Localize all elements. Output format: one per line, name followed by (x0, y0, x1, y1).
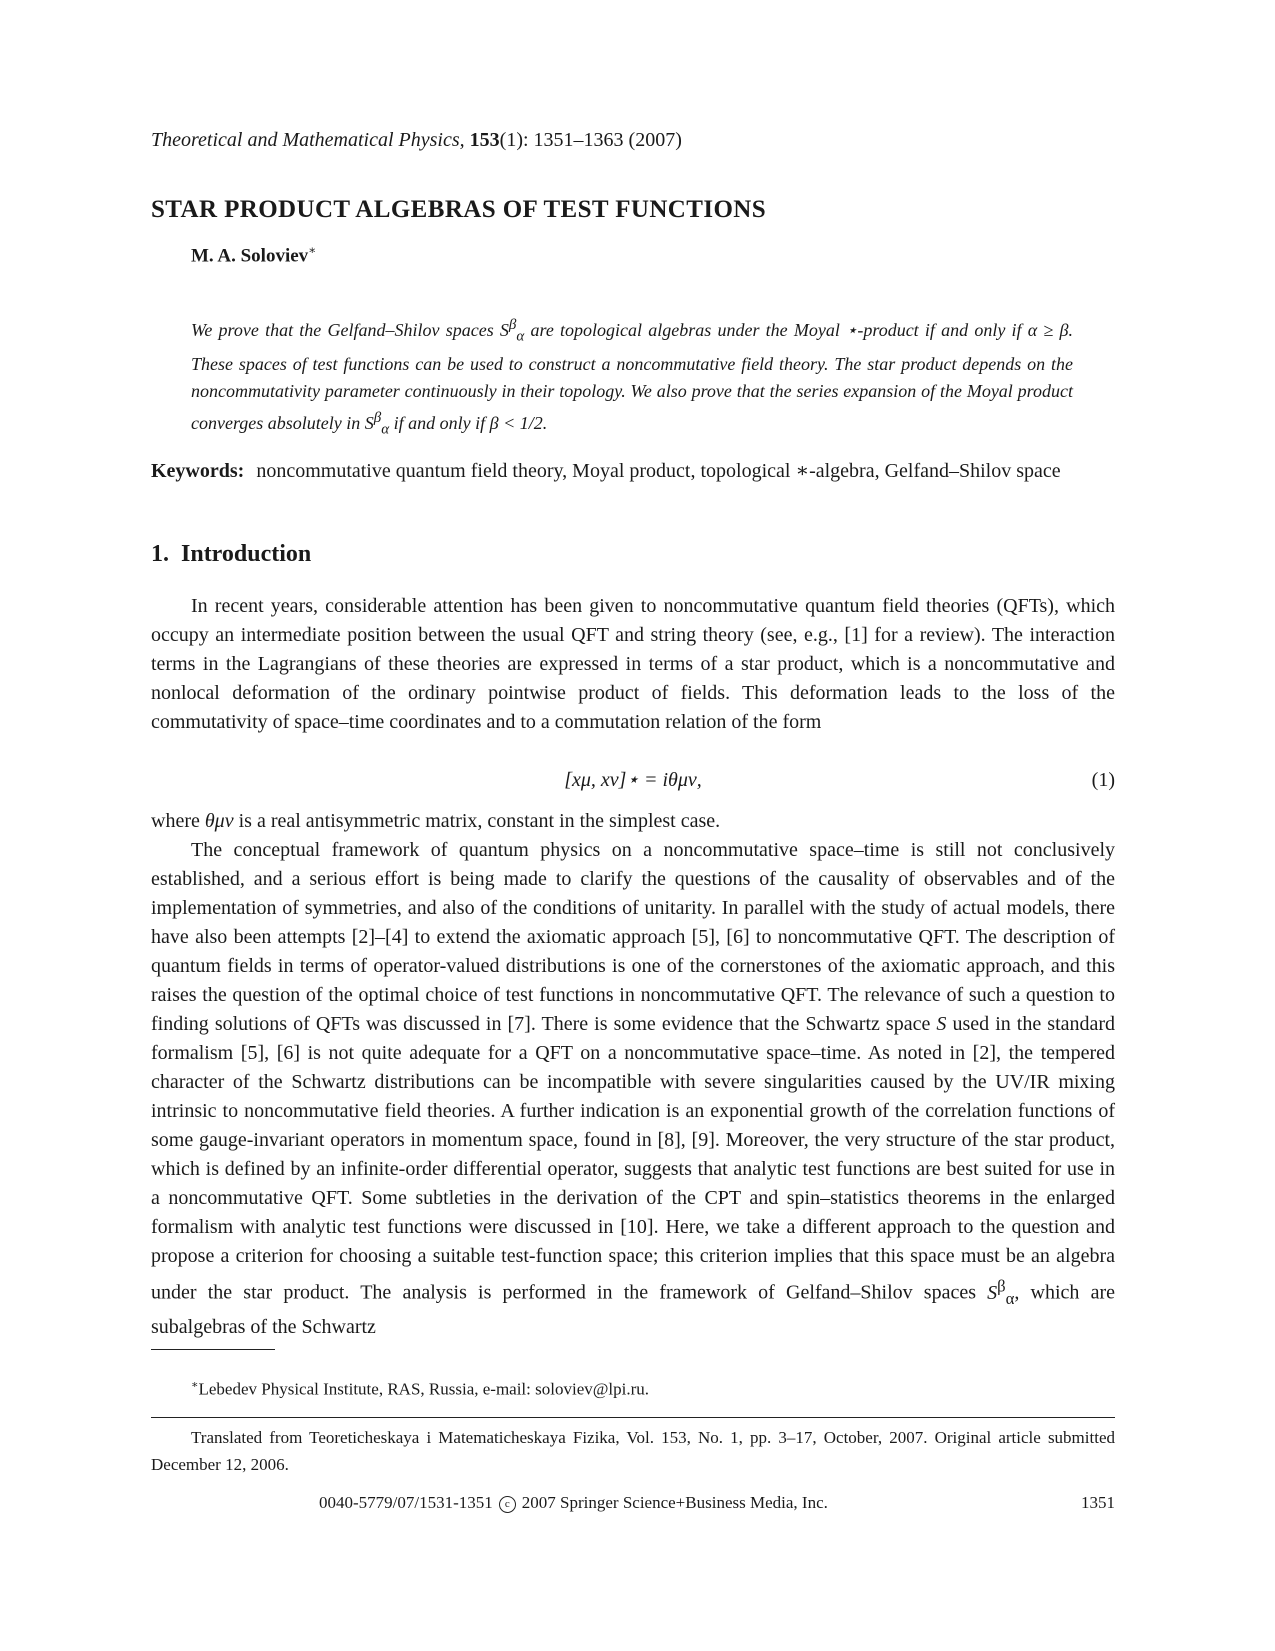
page-number: 1351 (1081, 1493, 1115, 1512)
section-title: Introduction (181, 541, 312, 567)
space-sub: α (1005, 1288, 1015, 1308)
equation-expression: [xμ, xν]⋆ = iθμν, (564, 769, 702, 791)
space-sup: β (508, 317, 517, 333)
copyright-icon: c (499, 1496, 516, 1513)
intro-paragraph-1: In recent years, considerable attention has been given to noncommutative quantum field theories (QFTs), which occupy an intermediate position between the usual QFT and string theory (see, e.g., [1] for a review). The interaction terms in the Lagrangians of these theories are expressed in terms of a star product, which is a noncommutative and nonlocal deformation of the ordinary pointwise product of fields. This deformation leads to the loss of the commutativity of space–time coordinates and to a commutation relation of the form (151, 595, 1115, 733)
journal-name: Theoretical and Mathematical Physics, (151, 129, 465, 151)
space-sup: β (373, 409, 382, 426)
equation-number: (1) (1091, 769, 1115, 791)
p2-text-b: is a real antisymmetric matrix, constant in the simplest case. (238, 810, 721, 832)
footnote (191, 1378, 649, 1400)
space-letter: S (364, 412, 374, 433)
p3-text-c: , which are subalgebras of the Schwartz (151, 1281, 1115, 1338)
footnote-mark: ∗ (191, 1379, 199, 1391)
keywords-text: noncommutative quantum field theory, Moyal product, topological ∗-algebra, Gelfand–Shilov space (256, 460, 1061, 482)
space-letter: S (987, 1281, 998, 1304)
issn: 0040-5779/07/1531-1351 (319, 1493, 493, 1512)
space-letter: S (499, 320, 509, 340)
space-sub: α (381, 421, 390, 438)
journal-volume: 153 (469, 129, 500, 151)
journal-header (151, 129, 682, 152)
author (191, 243, 316, 267)
abstract-text-2: are topological algebras under the Moyal ⋆-product if and only if α ≥ β. These spaces of test functions can be used to construct a noncommutative field theory. The star product depends on the noncommutativity parameter continuously in their topology. We also prove that the series expansion of the Moyal product converges absolutely in (191, 320, 1073, 433)
intro-paragraph-2 (151, 807, 1115, 836)
author-footnote-mark: ∗ (308, 243, 317, 257)
translation-divider (151, 1417, 1115, 1418)
abstract-text-3: if and only if β < 1/2. (393, 412, 548, 433)
journal-issue: (1): 1351–1363 (2007) (499, 129, 682, 151)
theta-symbol: θμν (204, 810, 234, 832)
issn-copyright (319, 1493, 828, 1513)
publisher: 2007 Springer Science+Business Media, Inc. (521, 1493, 828, 1512)
space-sub: α (516, 328, 525, 345)
p3-text-a: The conceptual framework of quantum physics on a noncommutative space–time is still not conclusively established, and a serious effort is being made to clarify the questions of the causality of observables and of the implementation of symmetries, and also of the conditions of unitarity. In parallel with the study of actual models, there have also been attempts [2]–[4] to extend the axiomatic approach [5], [6] to noncommutative QFT. The description of quantum fields in terms of operator-valued distributions is one of the cornerstones of the axiomatic approach, and this raises the question of the optimal choice of test functions in noncommutative QFT. The relevance of such a question to finding solutions of QFTs was discussed in [7]. There is some evidence that the Schwartz space (151, 839, 1115, 1035)
section-number: 1. (151, 541, 169, 567)
section-heading (151, 541, 311, 568)
keywords-label: Keywords: (151, 460, 245, 482)
author-name: M. A. Soloviev (191, 245, 309, 267)
p3-text-b: used in the standard formalism [5], [6] is not quite adequate for a QFT on a noncommutative space–time. As noted in [2], the tempered character of the Schwartz distributions can be incompatible with severe singularities caused by the UV/IR mixing intrinsic to noncommutative field theories. A further indication is an exponential growth of the correlation functions of some gauge-invariant operators in momentum space, found in [8], [9]. Moreover, the very structure of the star product, which is defined by an infinite-order differential operator, suggests that analytic test functions are best suited for use in a noncommutative QFT. Some subtleties in the derivation of the CPT and spin–statistics theorems in the enlarged formalism with analytic test functions were discussed in [10]. Here, we take a different approach to the question and propose a criterion for choosing a suitable test-function space; this criterion implies that this space must be an algebra under the star product. The analysis is performed in the framework of Gelfand–Shilov spaces (151, 1013, 1116, 1304)
abstract (191, 312, 1073, 443)
footnote-divider (151, 1349, 275, 1350)
gelfand-shilov-symbol-2 (364, 409, 390, 438)
intro-paragraph-3 (151, 836, 1115, 1342)
footnote-text: Lebedev Physical Institute, RAS, Russia, e-mail: soloviev@lpi.ru. (198, 1379, 650, 1399)
keywords (151, 457, 1115, 486)
gelfand-shilov-symbol (499, 317, 525, 345)
p2-text-a: where (151, 810, 200, 832)
paper-title: STAR PRODUCT ALGEBRAS OF TEST FUNCTIONS (151, 196, 767, 223)
space-sup: β (997, 1276, 1006, 1295)
translation-note: Translated from Teoreticheskaya i Matematicheskaya Fizika, Vol. 153, No. 1, pp. 3–17, October, 2007. Original article submitted December 12, 2006. (151, 1428, 1115, 1474)
gelfand-shilov-symbol-3 (987, 1276, 1015, 1308)
schwartz-space-symbol: S (936, 1013, 947, 1035)
abstract-text-1: We prove that the Gelfand–Shilov spaces (191, 320, 494, 340)
equation-1 (151, 766, 1115, 795)
